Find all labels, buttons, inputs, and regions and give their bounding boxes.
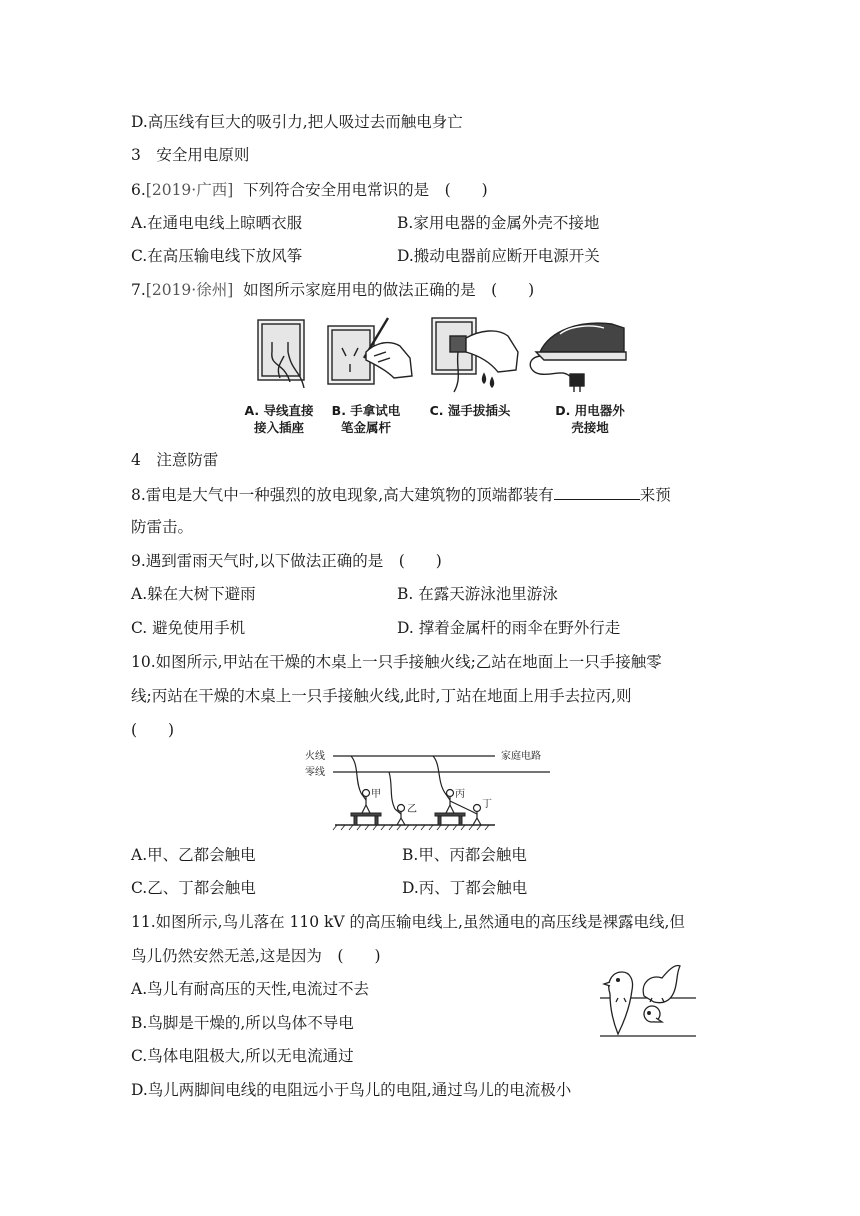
q10-figure bbox=[305, 745, 565, 833]
q7-fig-a-socket-wires bbox=[258, 320, 304, 388]
q6-option-c: C.在高压输电线下放风筝 bbox=[131, 247, 303, 265]
q7-figure bbox=[240, 312, 640, 396]
q7-stem bbox=[131, 280, 534, 300]
q9-option-a: A.躲在大树下避雨 bbox=[131, 585, 256, 603]
q9-stem: 9.遇到雷雨天气时,以下做法正确的是 ( ) bbox=[131, 552, 442, 570]
q7-caption-b bbox=[325, 402, 407, 436]
q11-line1: 11.如图所示,鸟儿落在 110 kV 的高压输电线上,虽然通电的高压线是裸露电线,但 bbox=[131, 913, 685, 931]
label-live-wire: 火线 bbox=[305, 751, 325, 762]
q8-line2: 防雷击。 bbox=[131, 518, 194, 536]
q10-option-a: A.甲、乙都会触电 bbox=[131, 846, 256, 864]
person-ding bbox=[471, 805, 481, 826]
q11-option-d: D.鸟儿两脚间电线的电阻远小于鸟儿的电阻,通过鸟儿的电流极小 bbox=[131, 1081, 572, 1099]
q7-source: [2019·徐州] bbox=[145, 281, 234, 299]
q6-number: 6. bbox=[131, 181, 146, 199]
q7-caption-d-line2: 壳接地 bbox=[571, 420, 609, 435]
q6-source: [2019·广西] bbox=[145, 181, 234, 199]
q7-caption-c-line1: C. 湿手拔插头 bbox=[429, 403, 511, 418]
bird-right bbox=[643, 966, 680, 1023]
q7-number: 7. bbox=[131, 281, 146, 299]
q8-text-tail: 来预 bbox=[639, 486, 671, 504]
q8-answer-blank[interactable] bbox=[554, 484, 640, 500]
q9-option-d: D. 撑着金属杆的雨伞在野外行走 bbox=[397, 619, 621, 637]
q10-line3: ( ) bbox=[131, 721, 175, 739]
label-household-circuit: 家庭电路 bbox=[501, 751, 541, 762]
q11-line2: 鸟儿仍然安然无恙,这是因为 ( ) bbox=[131, 947, 381, 965]
q5-option-d: D.高压线有巨大的吸引力,把人吸过去而触电身亡 bbox=[131, 113, 463, 131]
q10-option-d: D.丙、丁都会触电 bbox=[402, 879, 528, 897]
label-yi: 乙 bbox=[407, 804, 417, 815]
q7-caption-b-line2: 笔金属杆 bbox=[340, 420, 391, 435]
label-jia: 甲 bbox=[371, 789, 381, 800]
ground-hatching bbox=[333, 825, 489, 830]
q11-figure-birds bbox=[596, 962, 700, 1042]
q7-fig-d-iron-grounded bbox=[530, 323, 626, 392]
q6-option-d: D.搬动电器前应断开电源开关 bbox=[397, 247, 600, 265]
q11-option-c: C.鸟体电阻极大,所以无电流通过 bbox=[131, 1047, 354, 1065]
person-bing bbox=[433, 756, 471, 813]
q7-caption-c bbox=[420, 402, 520, 419]
q10-option-b: B.甲、丙都会触电 bbox=[402, 846, 527, 864]
q6-option-b: B.家用电器的金属外壳不接地 bbox=[397, 214, 600, 232]
q6-option-a: A.在通电电线上晾晒衣服 bbox=[131, 214, 303, 232]
q9-option-c: C. 避免使用手机 bbox=[131, 619, 246, 637]
q7-text: 如图所示家庭用电的做法正确的是 ( ) bbox=[243, 281, 535, 299]
q6-text: 下列符合安全用电常识的是 ( ) bbox=[243, 181, 488, 199]
person-yi bbox=[389, 772, 405, 825]
bird-left bbox=[604, 972, 633, 1034]
q7-caption-d bbox=[545, 402, 635, 436]
q10-line1: 10.如图所示,甲站在干燥的木桌上一只手接触火线;乙站在地面上一只手接触零 bbox=[131, 653, 662, 671]
q11-option-b: B.鸟脚是干燥的,所以鸟体不导电 bbox=[131, 1014, 354, 1032]
q7-fig-b-tester-hand bbox=[328, 318, 412, 384]
q8-text: 8.雷电是大气中一种强烈的放电现象,高大建筑物的顶端都装有 bbox=[131, 486, 554, 504]
label-ding: 丁 bbox=[482, 799, 492, 810]
q11-option-a: A.鸟儿有耐高压的天性,电流过不去 bbox=[131, 980, 370, 998]
q7-caption-d-line1: D. 用电器外 bbox=[555, 403, 625, 418]
q7-caption-b-line1: B. 手拿试电 bbox=[331, 403, 401, 418]
q9-option-b: B. 在露天游泳池里游泳 bbox=[397, 585, 558, 603]
q8-line1 bbox=[131, 484, 671, 505]
q10-option-c: C.乙、丁都会触电 bbox=[131, 879, 256, 897]
q7-caption-a bbox=[238, 402, 320, 436]
q7-caption-a-line1: A. 导线直接 bbox=[244, 403, 314, 418]
q10-line2: 线;丙站在干燥的木桌上一只手接触火线,此时,丁站在地面上用手去拉丙,则 bbox=[131, 687, 632, 705]
q6-stem bbox=[131, 180, 488, 200]
q7-caption-a-line2: 接入插座 bbox=[253, 420, 304, 435]
label-neutral-wire: 零线 bbox=[305, 767, 325, 778]
label-bing: 丙 bbox=[455, 789, 465, 800]
section-4-heading: 4 注意防雷 bbox=[131, 451, 219, 469]
section-3-heading: 3 安全用电原则 bbox=[131, 146, 250, 164]
person-jia bbox=[351, 756, 370, 813]
q7-fig-c-wet-hand-plug bbox=[432, 318, 518, 392]
